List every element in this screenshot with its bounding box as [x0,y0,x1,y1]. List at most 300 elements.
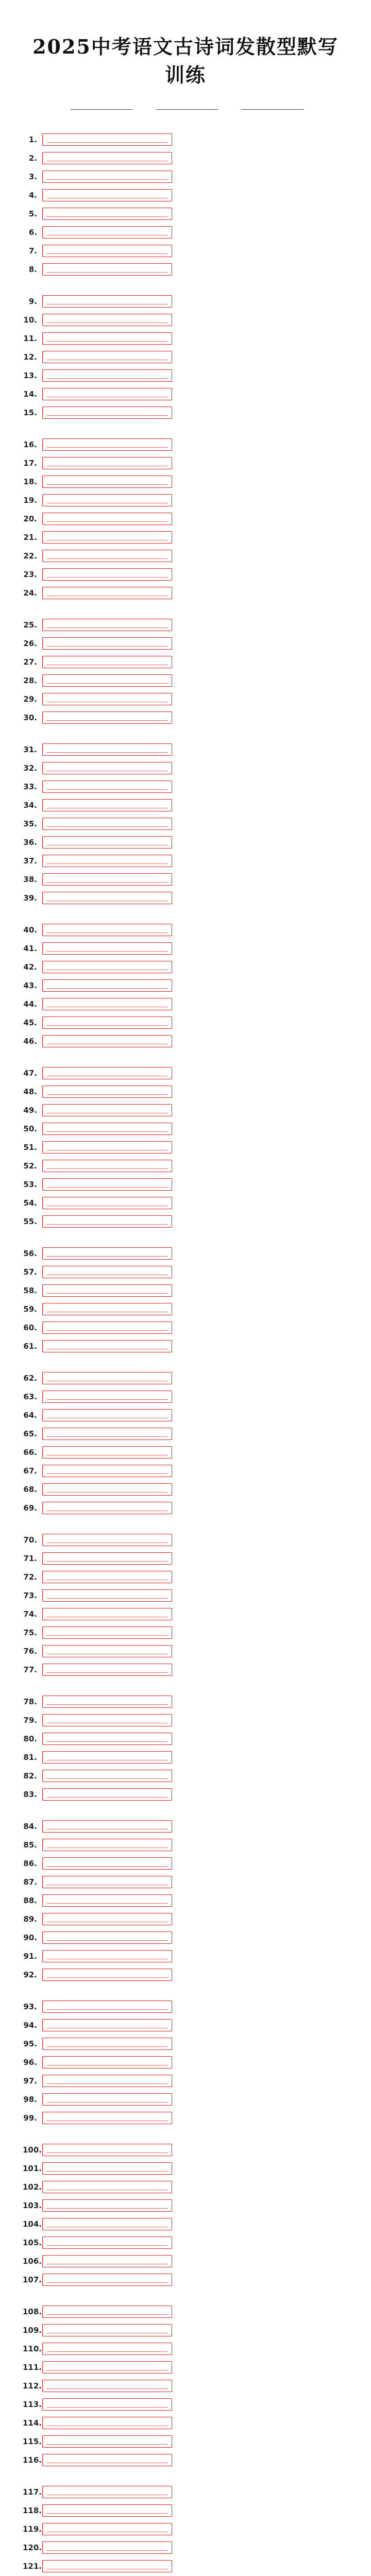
row-number: 25. [23,620,37,630]
answer-blank[interactable] [42,799,172,811]
answer-blank[interactable] [42,2038,172,2050]
row-number: 112. [23,2381,42,2391]
row-number: 24. [23,588,37,598]
answer-blank[interactable] [42,1857,172,1870]
section [23,1997,348,2127]
fill-in-row [23,759,348,777]
fill-in-row [23,348,348,366]
row-number: 32. [23,764,37,773]
row-number: 102. [23,2182,42,2192]
answer-blank[interactable] [42,1409,172,1421]
fill-in-row [23,1965,348,1984]
answer-blank[interactable] [42,314,172,326]
answer-blank[interactable] [42,873,172,886]
fill-in-row [23,1263,348,1281]
row-number: 60. [23,1323,37,1332]
fill-in-row [23,2520,348,2538]
fill-in-row [23,1623,348,1642]
section [23,130,348,279]
answer-blank[interactable] [42,171,172,183]
fill-in-row [23,740,348,759]
section [23,1692,348,1804]
answer-blank[interactable] [42,1178,172,1191]
answer-blank[interactable] [42,1571,172,1583]
fill-in-row [23,329,348,348]
row-number: 56. [23,1249,37,1258]
fill-in-row [23,690,348,708]
row-number: 42. [23,962,37,972]
row-number: 30. [23,713,37,722]
row-number: 107. [23,2275,42,2284]
row-number: 109. [23,2326,42,2335]
answer-blank[interactable] [42,2523,172,2535]
answer-blank[interactable] [42,1303,172,1315]
answer-blank[interactable] [42,998,172,1010]
answer-blank[interactable] [42,1645,172,1657]
fill-in-row [23,2451,348,2469]
row-number: 50. [23,1124,37,1133]
row-number: 85. [23,1840,37,1850]
row-number: 52. [23,1161,37,1171]
answer-blank[interactable] [42,457,172,469]
fill-in-row [23,167,348,186]
row-number: 39. [23,893,37,903]
answer-blank[interactable] [42,2199,172,2212]
class-blank[interactable] [156,100,218,110]
fill-in-row [23,2377,348,2395]
row-number: 64. [23,1411,37,1420]
row-number: 113. [23,2400,42,2409]
answer-blank[interactable] [42,942,172,955]
name-field[interactable] [68,100,132,110]
sections-container [23,130,348,2576]
answer-blank[interactable] [42,295,172,308]
answer-blank[interactable] [42,1502,172,1514]
fill-in-row [23,260,348,279]
answer-blank[interactable] [42,2001,172,2013]
answer-blank[interactable] [42,2093,172,2106]
row-number: 54. [23,1198,37,1208]
answer-blank[interactable] [42,781,172,793]
fill-in-row [23,2178,348,2196]
fill-in-row [23,510,348,528]
answer-blank[interactable] [42,1266,172,1278]
answer-blank[interactable] [42,2361,172,2374]
row-number: 61. [23,1342,37,1351]
row-number: 55. [23,1217,37,1226]
answer-blank[interactable] [42,369,172,382]
row-number: 59. [23,1304,37,1314]
answer-blank[interactable] [42,2056,172,2069]
fill-in-row [23,2090,348,2109]
answer-blank[interactable] [42,2454,172,2466]
answer-blank[interactable] [42,1820,172,1833]
answer-blank[interactable] [42,1321,172,1334]
answer-blank[interactable] [42,587,172,599]
fill-in-row [23,995,348,1013]
fill-in-row [23,1138,348,1157]
fill-in-row [23,777,348,796]
class-field[interactable] [153,100,218,110]
row-number: 77. [23,1665,37,1674]
answer-blank[interactable] [42,924,172,936]
row-number: 8. [28,265,37,274]
row-number: 97. [23,2076,37,2086]
fill-in-row [23,2414,348,2432]
row-number: 9. [28,297,37,306]
row-number: 13. [23,371,37,380]
answer-blank[interactable] [42,1950,172,1962]
fill-in-row [23,1997,348,2016]
row-number: 83. [23,1790,37,1799]
fill-in-row [23,616,348,634]
fill-in-row [23,1586,348,1605]
fill-in-row [23,1337,348,1355]
fill-in-row [23,1300,348,1318]
fill-in-row [23,2035,348,2053]
row-number: 21. [23,533,37,542]
fill-in-row [23,1120,348,1138]
row-number: 66. [23,1448,37,1457]
answer-blank[interactable] [42,263,172,276]
answer-blank[interactable] [42,1160,172,1172]
row-number: 108. [23,2307,42,2316]
answer-blank[interactable] [42,568,172,581]
row-number: 6. [28,228,37,237]
answer-blank[interactable] [42,189,172,201]
answer-blank[interactable] [42,351,172,363]
score-blank[interactable] [242,100,303,110]
answer-blank[interactable] [42,2181,172,2193]
fill-in-row [23,472,348,491]
answer-blank[interactable] [42,1141,172,1154]
answer-blank[interactable] [42,513,172,525]
section [23,292,348,422]
answer-blank[interactable] [42,2255,172,2267]
row-number: 38. [23,875,37,884]
fill-in-row [23,1549,348,1568]
answer-blank[interactable] [42,1428,172,1440]
row-number: 17. [23,459,37,468]
row-number: 44. [23,999,37,1009]
answer-blank[interactable] [42,1664,172,1676]
answer-blank[interactable] [42,979,172,992]
answer-blank[interactable] [42,1391,172,1403]
answer-blank[interactable] [42,2162,172,2175]
fill-in-row [23,1817,348,1836]
fill-in-row [23,1568,348,1586]
answer-blank[interactable] [42,1284,172,1297]
answer-blank[interactable] [42,656,172,668]
answer-blank[interactable] [42,1197,172,1209]
answer-blank[interactable] [42,836,172,849]
answer-blank[interactable] [42,1552,172,1565]
row-number: 69. [23,1503,37,1513]
answer-blank[interactable] [42,332,172,345]
answer-blank[interactable] [42,1215,172,1228]
answer-blank[interactable] [42,2112,172,2124]
row-number: 27. [23,657,37,667]
row-number: 62. [23,1374,37,1383]
row-number: 121. [23,2562,42,2571]
row-number: 19. [23,496,37,505]
row-number: 33. [23,782,37,791]
answer-blank[interactable] [42,1086,172,1098]
row-number: 94. [23,2021,37,2030]
section [23,435,348,602]
answer-blank[interactable] [42,619,172,631]
fill-in-row [23,2196,348,2215]
section [23,2141,348,2289]
answer-blank[interactable] [42,1589,172,1602]
fill-in-row [23,565,348,584]
answer-blank[interactable] [42,1067,172,1079]
answer-blank[interactable] [42,1714,172,1726]
answer-blank[interactable] [42,711,172,724]
fill-in-row [23,815,348,833]
fill-in-row [23,1785,348,1804]
answer-blank[interactable] [42,2343,172,2355]
answer-blank[interactable] [42,1626,172,1639]
fill-in-row [23,2252,348,2270]
row-number: 48. [23,1087,37,1096]
row-number: 28. [23,676,37,685]
answer-blank[interactable] [42,1016,172,1029]
score-field[interactable] [239,100,303,110]
answer-blank[interactable] [42,1931,172,1944]
answer-blank[interactable] [42,226,172,239]
fill-in-row [23,292,348,311]
fill-in-row [23,833,348,852]
row-number: 95. [23,2039,37,2048]
answer-blank[interactable] [42,388,172,400]
row-number: 104. [23,2219,42,2229]
fill-in-row [23,1873,348,1891]
answer-blank[interactable] [42,2417,172,2429]
answer-blank[interactable] [42,1839,172,1851]
row-number: 116. [23,2455,42,2465]
answer-blank[interactable] [42,152,172,164]
fill-in-row [23,1281,348,1300]
row-number: 43. [23,981,37,990]
row-number: 58. [23,1286,37,1295]
row-number: 72. [23,1572,37,1582]
fill-in-row [23,2432,348,2451]
answer-blank[interactable] [42,2435,172,2448]
answer-blank[interactable] [42,2541,172,2554]
section [23,2483,348,2576]
answer-blank[interactable] [42,2306,172,2318]
fill-in-row [23,958,348,976]
answer-blank[interactable] [42,476,172,488]
answer-blank[interactable] [42,133,172,146]
row-number: 92. [23,1970,37,1979]
answer-blank[interactable] [42,2560,172,2572]
section [23,1369,348,1517]
answer-blank[interactable] [42,208,172,220]
answer-blank[interactable] [42,1608,172,1620]
answer-blank[interactable] [42,1483,172,1496]
answer-blank[interactable] [42,1372,172,1384]
answer-blank[interactable] [42,494,172,506]
section [23,1244,348,1355]
fill-in-row [23,2270,348,2289]
row-number: 80. [23,1734,37,1743]
fill-in-row [23,1369,348,1387]
answer-blank[interactable] [42,1340,172,1352]
row-number: 53. [23,1180,37,1189]
answer-blank[interactable] [42,637,172,650]
fill-in-row [23,2141,348,2159]
answer-blank[interactable] [42,2380,172,2392]
row-number: 3. [28,172,37,181]
answer-blank[interactable] [42,406,172,419]
answer-blank[interactable] [42,818,172,830]
row-number: 35. [23,819,37,828]
row-number: 63. [23,1392,37,1401]
row-number: 23. [23,570,37,579]
fill-in-row [23,1101,348,1120]
answer-blank[interactable] [42,1751,172,1764]
row-number: 99. [23,2113,37,2123]
fill-in-row [23,1318,348,1337]
row-number: 81. [23,1753,37,1762]
answer-blank[interactable] [42,1788,172,1801]
answer-blank[interactable] [42,2218,172,2230]
answer-blank[interactable] [42,550,172,562]
answer-blank[interactable] [42,1696,172,1708]
row-number: 47. [23,1069,37,1078]
fill-in-row [23,547,348,565]
row-number: 98. [23,2095,37,2104]
answer-blank[interactable] [42,1876,172,1888]
fill-in-row [23,634,348,653]
answer-blank[interactable] [42,2274,172,2286]
row-number: 41. [23,944,37,953]
fill-in-row [23,1711,348,1730]
fill-in-row [23,1175,348,1194]
section [23,1817,348,1984]
answer-blank[interactable] [42,693,172,705]
answer-blank[interactable] [42,438,172,451]
fill-in-row [23,2340,348,2358]
fill-in-row [23,223,348,242]
answer-blank[interactable] [42,1969,172,1981]
answer-blank[interactable] [42,2075,172,2087]
row-number: 76. [23,1647,37,1656]
fill-in-row [23,1064,348,1082]
fill-in-row [23,976,348,995]
fill-in-row [23,2302,348,2321]
fill-in-row [23,242,348,260]
answer-blank[interactable] [42,674,172,687]
row-number: 31. [23,745,37,754]
fill-in-row [23,921,348,939]
row-number: 16. [23,440,37,449]
answer-blank[interactable] [42,2486,172,2498]
row-number: 14. [23,389,37,399]
row-number: 120. [23,2543,42,2552]
fill-in-row [23,2215,348,2233]
fill-in-row [23,1947,348,1965]
answer-blank[interactable] [42,1913,172,1925]
fill-in-row [23,1244,348,1263]
row-number: 7. [28,246,37,256]
row-number: 105. [23,2238,42,2247]
answer-blank[interactable] [42,1123,172,1135]
answer-blank[interactable] [42,1733,172,1745]
fill-in-row [23,435,348,454]
answer-blank[interactable] [42,961,172,973]
row-number: 100. [23,2145,42,2155]
answer-blank[interactable] [42,1534,172,1546]
row-number: 78. [23,1697,37,1706]
answer-blank[interactable] [42,892,172,904]
fill-in-row [23,2501,348,2520]
answer-blank[interactable] [42,2236,172,2249]
name-blank[interactable] [71,100,132,110]
fill-in-row [23,1730,348,1748]
fill-in-row [23,2016,348,2035]
answer-blank[interactable] [42,531,172,544]
row-number: 10. [23,315,37,325]
answer-blank[interactable] [42,1465,172,1477]
answer-blank[interactable] [42,1247,172,1260]
section [23,1531,348,1679]
fill-in-row [23,528,348,547]
fill-in-row [23,1767,348,1785]
row-number: 2. [28,154,37,163]
row-number: 111. [23,2363,42,2372]
row-number: 18. [23,477,37,486]
fill-in-row [23,796,348,815]
answer-blank[interactable] [42,855,172,867]
answer-blank[interactable] [42,762,172,774]
fill-in-row [23,1194,348,1212]
answer-blank[interactable] [42,245,172,257]
fill-in-row [23,2072,348,2090]
fill-in-row [23,1692,348,1711]
answer-blank[interactable] [42,1894,172,1907]
student-info [23,100,348,110]
fill-in-row [23,1642,348,1660]
answer-blank[interactable] [42,1770,172,1782]
answer-blank[interactable] [42,1446,172,1459]
answer-blank[interactable] [42,743,172,756]
page-title: 2025中考语文古诗词发散型默写训练 [32,35,339,87]
row-number: 34. [23,801,37,810]
row-number: 15. [23,408,37,417]
row-number: 117. [23,2487,42,2497]
answer-blank[interactable] [42,2144,172,2156]
answer-blank[interactable] [42,2504,172,2517]
answer-blank[interactable] [42,1035,172,1047]
row-number: 1. [28,135,37,144]
fill-in-row [23,889,348,907]
fill-in-row [23,149,348,167]
fill-in-row [23,2483,348,2501]
answer-blank[interactable] [42,2398,172,2411]
row-number: 5. [28,209,37,218]
fill-in-row [23,2053,348,2072]
answer-blank[interactable] [42,2324,172,2336]
fill-in-row [23,1854,348,1873]
answer-blank[interactable] [42,1104,172,1116]
answer-blank[interactable] [42,2019,172,2031]
fill-in-row [23,2233,348,2252]
row-number: 103. [23,2201,42,2210]
fill-in-row [23,1910,348,1928]
